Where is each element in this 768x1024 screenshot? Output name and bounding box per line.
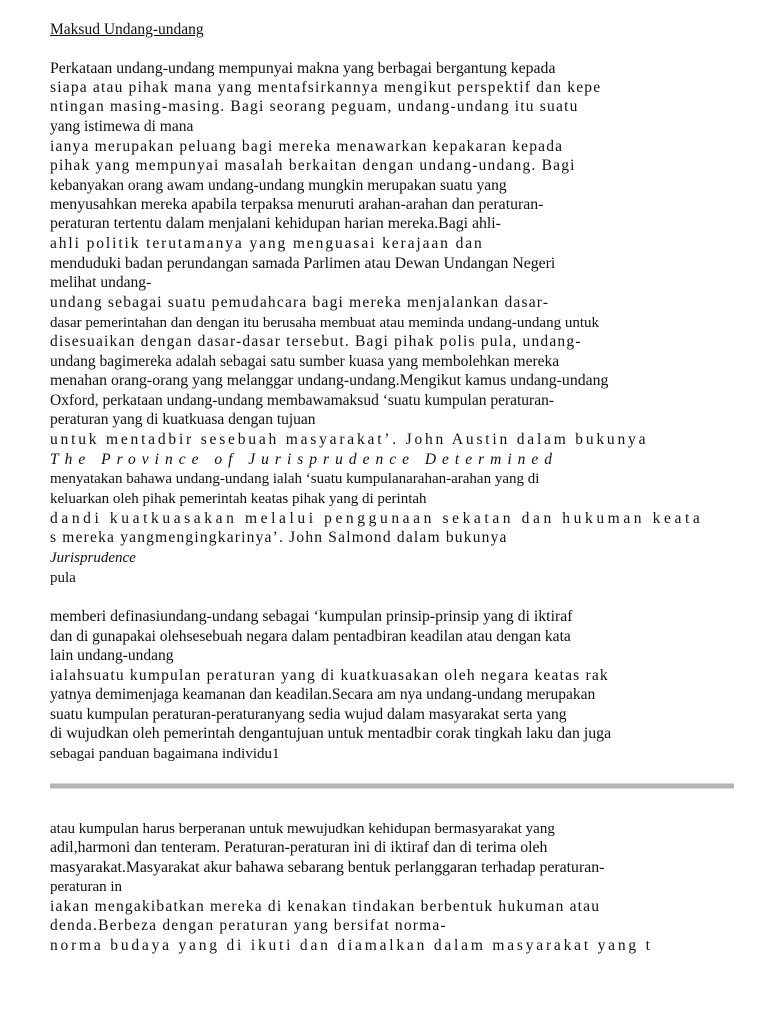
text-line: pihak yang mempunyai masalah berkaitan dengan undang-undang. Bagi	[50, 157, 576, 174]
text-line: siapa atau pihak mana yang mentafsirkannya mengikut perspektif dan kepe	[50, 79, 602, 96]
text-line: ianya merupakan peluang bagi mereka menawarkan kepakaran kepada	[50, 138, 564, 155]
text-line: yang istimewa di mana	[50, 118, 194, 135]
text-line: iakan mengakibatkan mereka di kenakan tindakan berbentuk hukuman atau	[50, 898, 601, 915]
document-title: Maksud Undang-undang	[50, 21, 204, 38]
text-line: ntingan masing-masing. Bagi seorang peguam, undang-undang itu suatu	[50, 98, 579, 115]
text-line: menyusahkan mereka apabila terpaksa menuruti arahan-arahan dan peraturan-	[50, 196, 544, 213]
page-divider	[50, 783, 734, 789]
text-line: untuk mentadbir sesebuah masyarakat’. John Austin dalam bukunya	[50, 431, 649, 448]
text-line: memberi definasiundang-undang sebagai ‘kumpulan prinsip-prinsip yang di iktiraf	[50, 608, 573, 625]
text-line: denda.Berbeza dengan peraturan yang bersifat norma-	[50, 917, 447, 934]
text-line: kebanyakan orang awam undang-undang mungkin merupakan suatu yang	[50, 177, 507, 194]
text-line: adil,harmoni dan tenteram. Peraturan-peraturan ini di iktiraf dan di terima oleh	[50, 839, 548, 856]
text-line: undang bagimereka adalah sebagai satu sumber kuasa yang membolehkan mereka	[50, 353, 560, 370]
text-line: menahan orang-orang yang melanggar undang-undang.Mengikut kamus undang-undang	[50, 372, 609, 389]
text-line: peraturan tertentu dalam menjalani kehidupan harian mereka.Bagi ahli-	[50, 215, 501, 232]
text-line: ahli politik terutamanya yang menguasai kerajaan dan	[50, 235, 484, 252]
text-line: s mereka yangmengingkarinya’. John Salmond dalam bukunya	[50, 529, 508, 546]
text-line: norma budaya yang di ikuti dan diamalkan dalam masyarakat yang t	[50, 937, 653, 954]
text-line: menyatakan bahawa undang-undang ialah ‘suatu kumpulanarahan-arahan yang di	[50, 471, 540, 487]
text-line: peraturan yang di kuatkuasa dengan tujuan	[50, 411, 316, 428]
book-title-line	[50, 451, 558, 469]
text-line: ialahsuatu kumpulan peraturan yang di kuatkuasakan oleh negara keatas rak	[50, 667, 609, 684]
book-title: The Province of Jurisprudence Determined	[50, 451, 559, 468]
text-line: Perkataan undang-undang mempunyai makna yang berbagai bergantung kepada	[50, 60, 556, 77]
text-line: dandi kuatkuasakan melalui penggunaan sekatan dan hukuman keata	[50, 510, 704, 527]
text-line: pula	[50, 570, 76, 586]
text-line: atau kumpulan harus berperanan untuk mewujudkan kehidupan bermasyarakat yang	[50, 821, 555, 837]
text-line: peraturan in	[50, 879, 123, 895]
text-line: Oxford, perkataan undang-undang membawamaksud ‘suatu kumpulan peraturan-	[50, 392, 555, 409]
text-line: undang sebagai suatu pemudahcara bagi mereka menjalankan dasar-	[50, 294, 550, 311]
text-line: sebagai panduan bagaimana individu1	[50, 746, 280, 762]
text-line: di wujudkan oleh pemerintah dengantujuan untuk mentadbir corak tingkah laku dan juga	[50, 725, 612, 742]
text-line: lain undang-undang	[50, 647, 174, 664]
text-line: dan di gunapakai olehsesebuah negara dalam pentadbiran keadilan atau dengan kata	[50, 628, 571, 645]
text-line: masyarakat.Masyarakat akur bahawa sebarang bentuk perlanggaran terhadap peraturan-	[50, 859, 605, 876]
text-line: dasar pemerintahan dan dengan itu berusaha membuat atau meminda undang-undang untuk	[50, 315, 599, 331]
text-line: suatu kumpulan peraturan-peraturanyang sedia wujud dalam masyarakat serta yang	[50, 706, 567, 723]
text-line: disesuaikan dengan dasar-dasar tersebut. Bagi pihak polis pula, undang-	[50, 333, 582, 350]
text-line: keluarkan oleh pihak pemerintah keatas pihak yang di perintah	[50, 491, 427, 507]
text-line: melihat undang-	[50, 274, 152, 291]
book-title: Jurisprudence	[50, 550, 136, 566]
text-line: menduduki badan perundangan samada Parlimen atau Dewan Undangan Negeri	[50, 255, 556, 272]
text-line: yatnya demimenjaga keamanan dan keadilan.Secara am nya undang-undang merupakan	[50, 686, 596, 703]
